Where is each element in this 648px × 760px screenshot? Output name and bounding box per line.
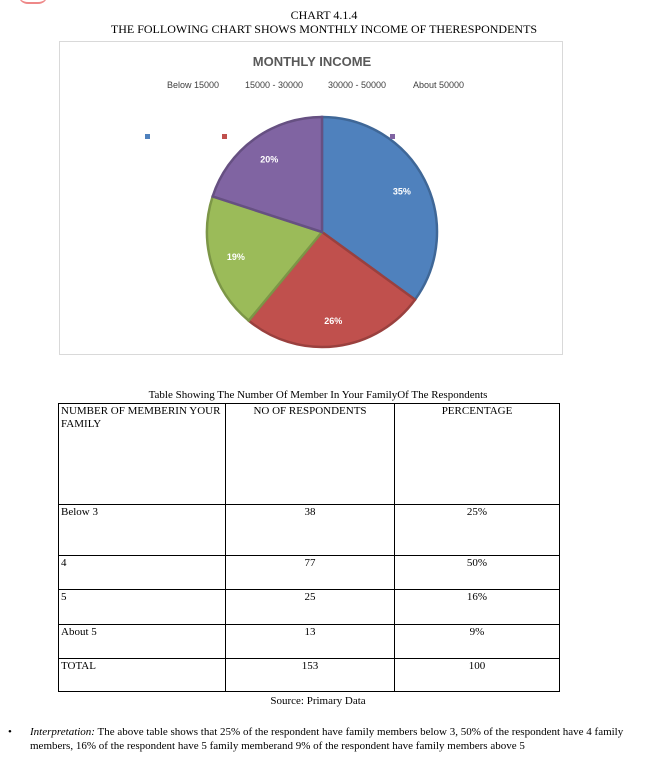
cell-members: TOTAL xyxy=(59,659,226,692)
cell-members: About 5 xyxy=(59,625,226,659)
header-respondents: NO OF RESPONDENTS xyxy=(226,404,395,505)
table-row xyxy=(59,625,560,659)
cell-respondents: 25 xyxy=(226,590,395,625)
interpretation-paragraph xyxy=(8,725,634,753)
cell-respondents: 13 xyxy=(226,625,395,659)
cell-members: 4 xyxy=(59,556,226,590)
pie-chart-canvas xyxy=(60,42,564,356)
cell-respondents: 153 xyxy=(226,659,395,692)
table-row xyxy=(59,556,560,590)
chart-caption: THE FOLLOWING CHART SHOWS MONTHLY INCOME OF THERESPONDENTS xyxy=(110,22,538,36)
cell-respondents: 38 xyxy=(226,505,395,556)
header-percentage: PERCENTAGE xyxy=(395,404,560,505)
legend-marker-1 xyxy=(145,134,150,139)
legend-entry-2: 15000 - 30000 xyxy=(245,80,304,90)
source-note: Source: Primary Data xyxy=(270,695,366,707)
cell-respondents: 77 xyxy=(226,556,395,590)
interpretation-label: Interpretation: xyxy=(30,726,95,738)
pie-slice-label-1: 35% xyxy=(392,186,411,197)
chart-number: CHART 4.1.4 xyxy=(290,8,358,22)
cell-percentage: 16% xyxy=(395,590,560,625)
table-caption: Table Showing The Number Of Member In Your FamilyOf The Respondents xyxy=(148,389,488,401)
legend-marker-3 xyxy=(390,134,395,139)
cell-percentage: 100 xyxy=(395,659,560,692)
cell-percentage: 9% xyxy=(395,625,560,659)
table-header-row xyxy=(59,404,560,505)
legend-marker-2 xyxy=(222,134,227,139)
pie-slice-label-3: 19% xyxy=(226,252,245,263)
pie-chart xyxy=(59,41,563,355)
cell-members: 5 xyxy=(59,590,226,625)
legend-entry-3: 30000 - 50000 xyxy=(328,80,387,90)
cell-percentage: 25% xyxy=(395,505,560,556)
interpretation-text: The above table shows that 25% of the respondent have family members below 3, 50% of the respondent have 4 family members, 16% of the respondent have 5 family memberand 9% of the respondent have family members above 5 xyxy=(30,726,624,752)
legend-entry-1: Below 15000 xyxy=(167,80,220,90)
bullet-icon: • xyxy=(8,726,12,738)
cell-percentage: 50% xyxy=(395,556,560,590)
table-total-row xyxy=(59,659,560,692)
header-family-members: NUMBER OF MEMBERIN YOUR FAMILY xyxy=(59,404,226,505)
table-row xyxy=(59,505,560,556)
table-row xyxy=(59,590,560,625)
family-members-table xyxy=(58,403,560,692)
legend-entry-4: About 50000 xyxy=(413,80,465,90)
corner-decoration xyxy=(18,0,48,4)
pie-slice-label-4: 20% xyxy=(260,154,279,165)
chart-title: MONTHLY INCOME xyxy=(252,54,372,69)
pie-slice-label-2: 26% xyxy=(324,315,343,326)
cell-members: Below 3 xyxy=(59,505,226,556)
